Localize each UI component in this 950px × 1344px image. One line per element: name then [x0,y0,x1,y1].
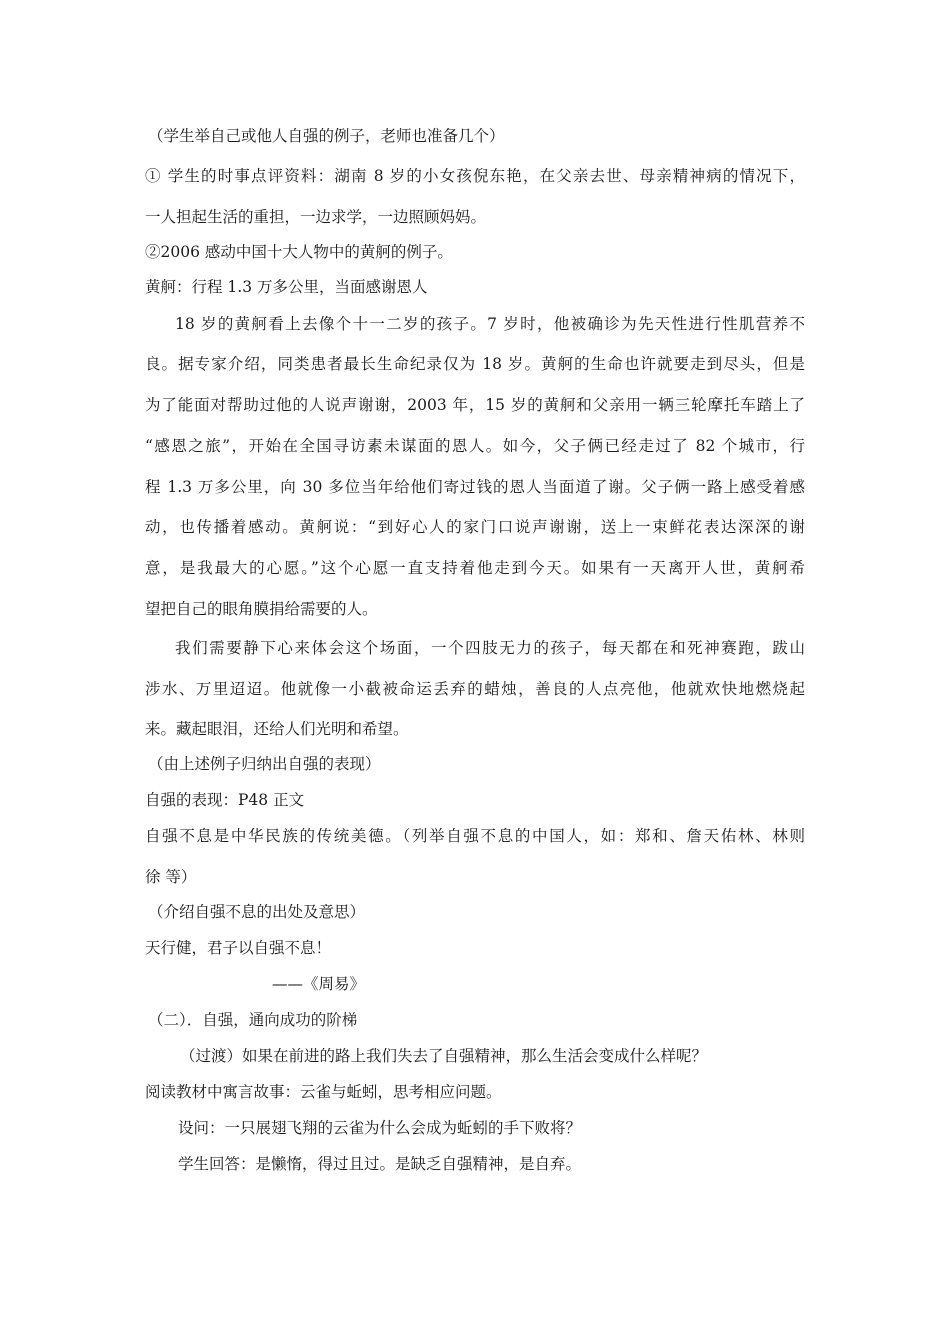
text-line: （过渡）如果在前进的路上我们失去了自强精神，那么生活会变成什么样呢？ [180,1047,708,1065]
text-line: （介绍自强不息的出处及意思） [148,903,366,921]
text-line: ②2006 感动中国十大人物中的黄舸的例子。 [145,243,453,261]
text-line: 一人担起生活的重担，一边求学，一边照顾妈妈。 [145,208,487,226]
text-line: 望把自己的眼角膜捐给需要的人。 [145,600,378,618]
text-line: （学生举自己或他人自强的例子，老师也准备几个） [148,127,505,145]
text-line: 意，是我最大的心愿。”这个心愿一直支持着他走到今天。如果有一天离开人世，黄舸希 [145,559,805,577]
text-line: 徐 等） [145,868,197,886]
section-heading: （二）．自强，通向成功的阶梯 [148,1011,358,1029]
text-line: “感恩之旅”，开始在全国寻访素未谋面的恩人。如今，父子俩已经走过了 82 个城市，行 [145,437,805,455]
text-line: 自强不息是中华民族的传统美德。（列举自强不息的中国人，如：郑和、詹天佑林、林则 [145,827,805,845]
text-line: 涉水、万里迢迢。他就像一小截被命运丢弃的蜡烛，善良的人点亮他，他就欢快地燃烧起 [145,680,805,698]
text-line: ① 学生的时事点评资料：湖南 8 岁的小女孩倪东艳，在父亲去世、母亲精神病的情况下， [145,167,805,185]
text-line: 良。据专家介绍，同类患者最长生命纪录仅为 18 岁。黄舸的生命也许就要走到尽头，但是 [145,355,805,373]
text-line: 黄舸：行程 1.3 万多公里，当面感谢恩人 [145,278,428,296]
text-line: （由上述例子归纳出自强的表现） [148,755,381,773]
text-line: 自强的表现：P48 正文 [145,791,305,809]
quote-source: ——《周易》 [272,975,366,993]
text-line: 学生回答：是懒惰，得过且过。是缺乏自强精神，是自弃。 [178,1155,582,1173]
text-line: 为了能面对帮助过他的人说声谢谢，2003 年，15 岁的黄舸和父亲用一辆三轮摩托车踏上了 [145,396,805,414]
text-line: 设问：一只展翅飞翔的云雀为什么会成为蚯蚓的手下败将？ [178,1119,582,1137]
text-line: 程 1.3 万多公里，向 30 多位当年给他们寄过钱的恩人当面道了谢。父子俩一路上感受着感 [145,478,805,496]
text-line: 来。藏起眼泪，还给人们光明和希望。 [145,720,409,738]
text-line: 动，也传播着感动。黄舸说：“到好心人的家门口说声谢谢，送上一束鲜花表达深深的谢 [145,518,805,536]
text-line: 天行健，君子以自强不息！ [145,939,332,957]
text-line: 18 岁的黄舸看上去像个十一二岁的孩子。7 岁时，他被确诊为先天性进行性肌营养不 [175,315,805,333]
text-line: 我们需要静下心来体会这个场面，一个四肢无力的孩子，每天都在和死神赛跑，跋山 [175,639,805,657]
text-line: 阅读教材中寓言故事：云雀与蚯蚓，思考相应问题。 [145,1083,502,1101]
